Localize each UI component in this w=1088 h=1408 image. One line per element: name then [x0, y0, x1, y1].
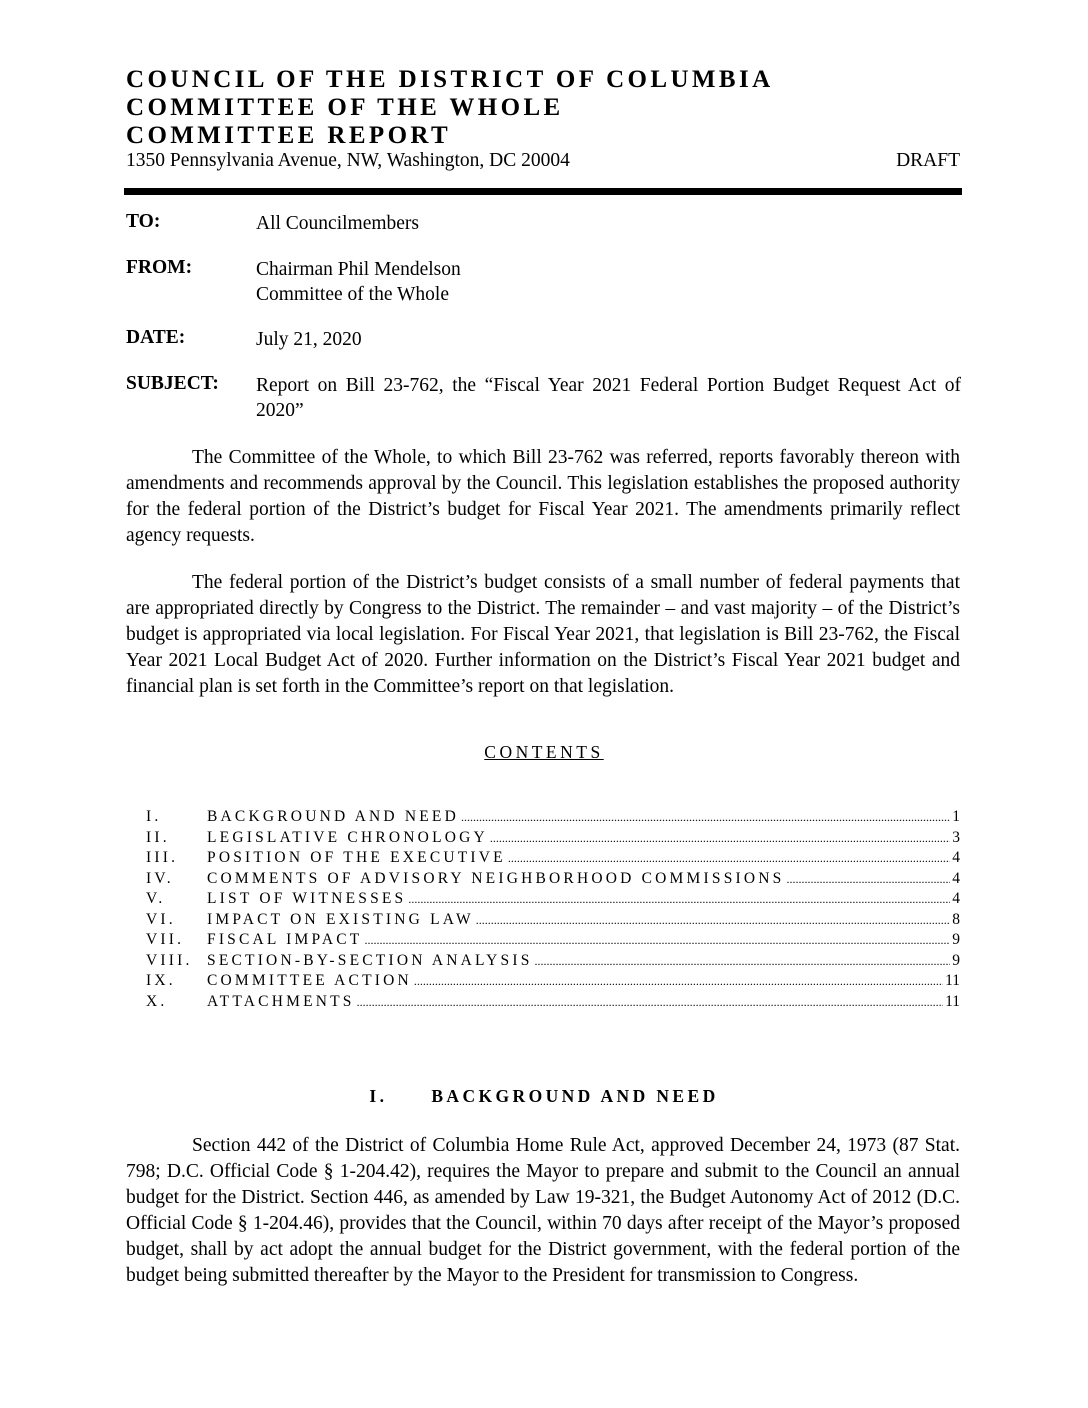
toc-title: POSITION OF THE EXECUTIVE: [207, 849, 506, 866]
toc-leader: [461, 810, 950, 825]
toc-number: IX.: [146, 972, 176, 989]
toc-title: LIST OF WITNESSES: [207, 890, 407, 907]
toc-entry[interactable]: [146, 829, 960, 850]
toc-page: 11: [945, 972, 960, 989]
background-paragraph: Section 442 of the District of Columbia Home Rule Act, approved December 24, 1973 (87 Stat. 798; D.C. Official Code § 1-204.42), requires the Mayor to prepare and submit to the Council an annual budget for the District. Section 446, as amended by Law 19-321, the Budget Autonomy Act of 2012 (D.C. Official Code § 1-204.46), provides that the Council, within 70 days after receipt of the Mayor’s proposed budget, shall by act adopt the annual budget for the District government, with the federal portion of the budget being submitted thereafter by the Mayor to the President for transmission to Congress.: [126, 1135, 960, 1286]
toc-number: VIII.: [146, 951, 193, 969]
toc-entry[interactable]: [146, 972, 960, 993]
contents-heading: CONTENTS: [484, 742, 604, 762]
toc-number: III.: [146, 849, 179, 866]
toc-page: 1: [952, 808, 960, 825]
toc-leader: [535, 954, 951, 969]
toc-page: 8: [952, 910, 960, 928]
from-label: FROM:: [126, 257, 193, 278]
council-title: COUNCIL OF THE DISTRICT OF COLUMBIA: [126, 66, 774, 93]
subject-value: Report on Bill 23-762, the “Fiscal Year 2021 Federal Portion Budget Request Act of 2020”: [256, 375, 961, 421]
from-value-line2: Committee of the Whole: [256, 284, 449, 305]
toc-leader: [364, 933, 950, 948]
report-title: COMMITTEE REPORT: [126, 122, 452, 149]
draft-label: DRAFT: [896, 150, 960, 171]
toc-page: 4: [952, 890, 960, 907]
date-value: July 21, 2020: [256, 329, 362, 350]
toc-number: X.: [146, 992, 168, 1010]
header-rule: [124, 188, 962, 195]
toc-number: II.: [146, 828, 170, 846]
toc-leader: [490, 831, 950, 846]
intro-paragraph-1: The Committee of the Whole, to which Bill 23-762 was referred, reports favorably thereon with amendments and recommends approval by the Council. This legislation establishes the proposed authority for the federal portion of the District’s budget for Fiscal Year 2021. The amendments primarily reflect agency requests.: [126, 447, 960, 546]
toc-entry[interactable]: [146, 911, 960, 932]
from-value-line1: Chairman Phil Mendelson: [256, 259, 461, 280]
toc-leader: [408, 892, 950, 907]
to-value: All Councilmembers: [256, 213, 420, 234]
section-heading-background: [0, 1086, 1088, 1107]
toc-title: ATTACHMENTS: [207, 992, 355, 1010]
toc-entry[interactable]: [146, 931, 960, 952]
table-of-contents: [146, 808, 960, 1013]
section-title: BACKGROUND AND NEED: [431, 1086, 719, 1106]
toc-number: VI.: [146, 910, 176, 928]
toc-page: 4: [952, 849, 960, 866]
toc-leader: [357, 995, 943, 1010]
toc-title: COMMITTEE ACTION: [207, 972, 412, 989]
toc-leader: [414, 974, 943, 989]
toc-page: 4: [952, 869, 960, 887]
toc-leader: [508, 851, 950, 866]
date-label: DATE:: [126, 327, 186, 348]
toc-entry[interactable]: [146, 993, 960, 1014]
committee-title: COMMITTEE OF THE WHOLE: [126, 94, 564, 121]
section-number: I.: [369, 1086, 388, 1106]
subject-label: SUBJECT:: [126, 373, 219, 394]
toc-entry[interactable]: [146, 849, 960, 870]
toc-title: BACKGROUND AND NEED: [207, 808, 459, 825]
toc-leader: [476, 913, 950, 928]
toc-entry[interactable]: [146, 870, 960, 891]
toc-number: I.: [146, 808, 162, 825]
toc-title: COMMENTS OF ADVISORY NEIGHBORHOOD COMMISSIONS: [207, 869, 785, 887]
toc-title: SECTION-BY-SECTION ANALYSIS: [207, 951, 533, 969]
council-address: 1350 Pennsylvania Avenue, NW, Washington, DC 20004: [126, 150, 570, 171]
toc-title: IMPACT ON EXISTING LAW: [207, 910, 474, 928]
toc-page: 3: [952, 828, 960, 846]
intro-paragraph-2: The federal portion of the District’s budget consists of a small number of federal payments that are appropriated directly by Congress to the District. The remainder – and vast majority – of the District’s budget is appropriated via local legislation. For Fiscal Year 2021, that legislation is Bill 23-762, the Fiscal Year 2021 Local Budget Act of 2020. Further information on the District’s Fiscal Year 2021 budget and financial plan is set forth in the Committee’s report on that legislation.: [126, 572, 960, 697]
toc-number: IV.: [146, 869, 174, 887]
toc-page: 9: [952, 931, 960, 948]
toc-number: V.: [146, 890, 166, 907]
toc-entry[interactable]: [146, 808, 960, 829]
toc-title: FISCAL IMPACT: [207, 931, 363, 948]
toc-title: LEGISLATIVE CHRONOLOGY: [207, 828, 488, 846]
toc-number: VII.: [146, 931, 185, 948]
toc-page: 9: [952, 951, 960, 969]
toc-entry[interactable]: [146, 952, 960, 973]
to-label: TO:: [126, 211, 161, 232]
toc-page: 11: [945, 992, 960, 1010]
toc-leader: [787, 872, 951, 887]
toc-entry[interactable]: [146, 890, 960, 911]
